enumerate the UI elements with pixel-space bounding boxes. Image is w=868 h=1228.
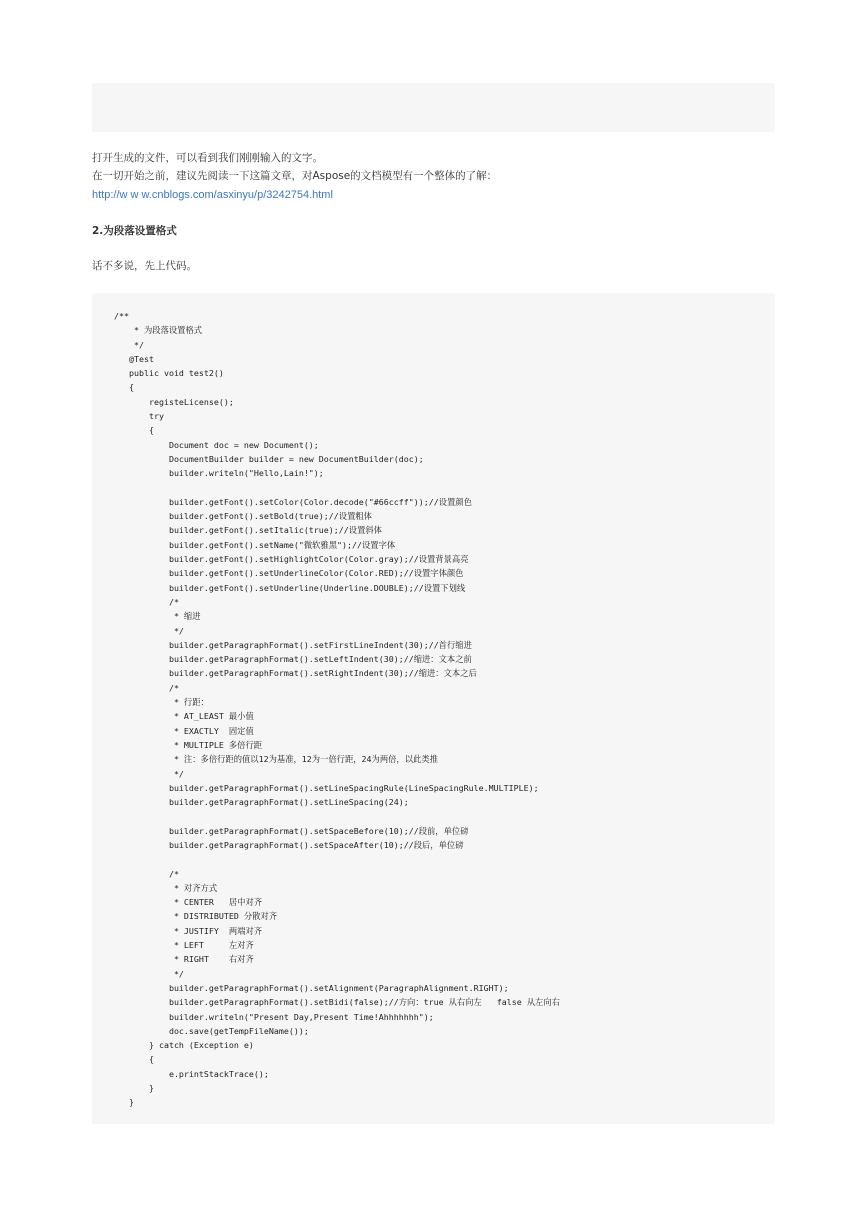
code-listing: /** * 为段落设置格式 */ @Test public void test2() { registeLicense(); try { Document doc = new Document(); DocumentBuilder builder = new DocumentBuilder(doc); builder.writeln("Hello,Lain!"); builder.getFont().setColor(Color.decode("#66ccff"));//设置颜色 builder.getFont().setBold(true);//设置粗体 builder.getFont().setItalic(true);//设置斜体 builder.getFont().setName("微软雅黑");//设置字体 builder.getFont().setHighlightColor(Color.gray);//设置背景高亮 builder.getFont().setUnderlineColor(Color.RED);//设置字体颜色 builder.getFont().setUnderline(Underline.DOUBLE);//设置下划线 /* * 缩进 */ builder.getParagraphFormat().setFirstLineIndent(30);//首行缩进 builder.getParagraphFormat().setLeftIndent(30);//缩进：文本之前 builder.getParagraphFormat().setRightIndent(30);//缩进：文本之后 /* * 行距： * AT_LEAST 最小值 * EXACTLY 固定值 * MULTIPLE 多倍行距 * 注：多倍行距的值以12为基准，12为一倍行距，24为两倍，以此类推 */ builder.getParagraphFormat().setLineSpacingRule(LineSpacingRule.MULTIPLE); builder.getParagraphFormat().setLineSpacing(24); builder.getParagraphFormat().setSpaceBefore(10);//段前，单位磅 builder.getParagraphFormat().setSpaceAfter(10);//段后，单位磅 /* * 对齐方式 * CENTER 居中对齐 * DISTRIBUTED 分散对齐 * JUSTIFY 两端对齐 * LEFT 左对齐 * RIGHT 右对齐 */ builder.getParagraphFormat().setAlignment(ParagraphAlignment.RIGHT); builder.getParagraphFormat().setBidi(false);//方向：true 从右向左 false 从左向右 builder.writeln("Present Day,Present Time!Ahhhhhhh"); doc.save(getTempFileName()); } catch (Exception e) { e.printStackTrace(); } } <box>114 311 560 1108</box>
empty-code-block <box>92 83 775 132</box>
paragraph-read-article: 在一切开始之前，建议先阅读一下这篇文章，对Aspose的文档模型有一个整体的了解： <box>92 170 498 182</box>
article-link[interactable]: http://w w w.cnblogs.com/asxinyu/p/3242754.html <box>92 189 333 201</box>
paragraph-intro-code: 话不多说，先上代码。 <box>92 260 197 272</box>
section-heading: 2.为段落设置格式 <box>92 225 177 237</box>
paragraph-open-file: 打开生成的文件，可以看到我们刚刚输入的文字。 <box>92 152 323 164</box>
